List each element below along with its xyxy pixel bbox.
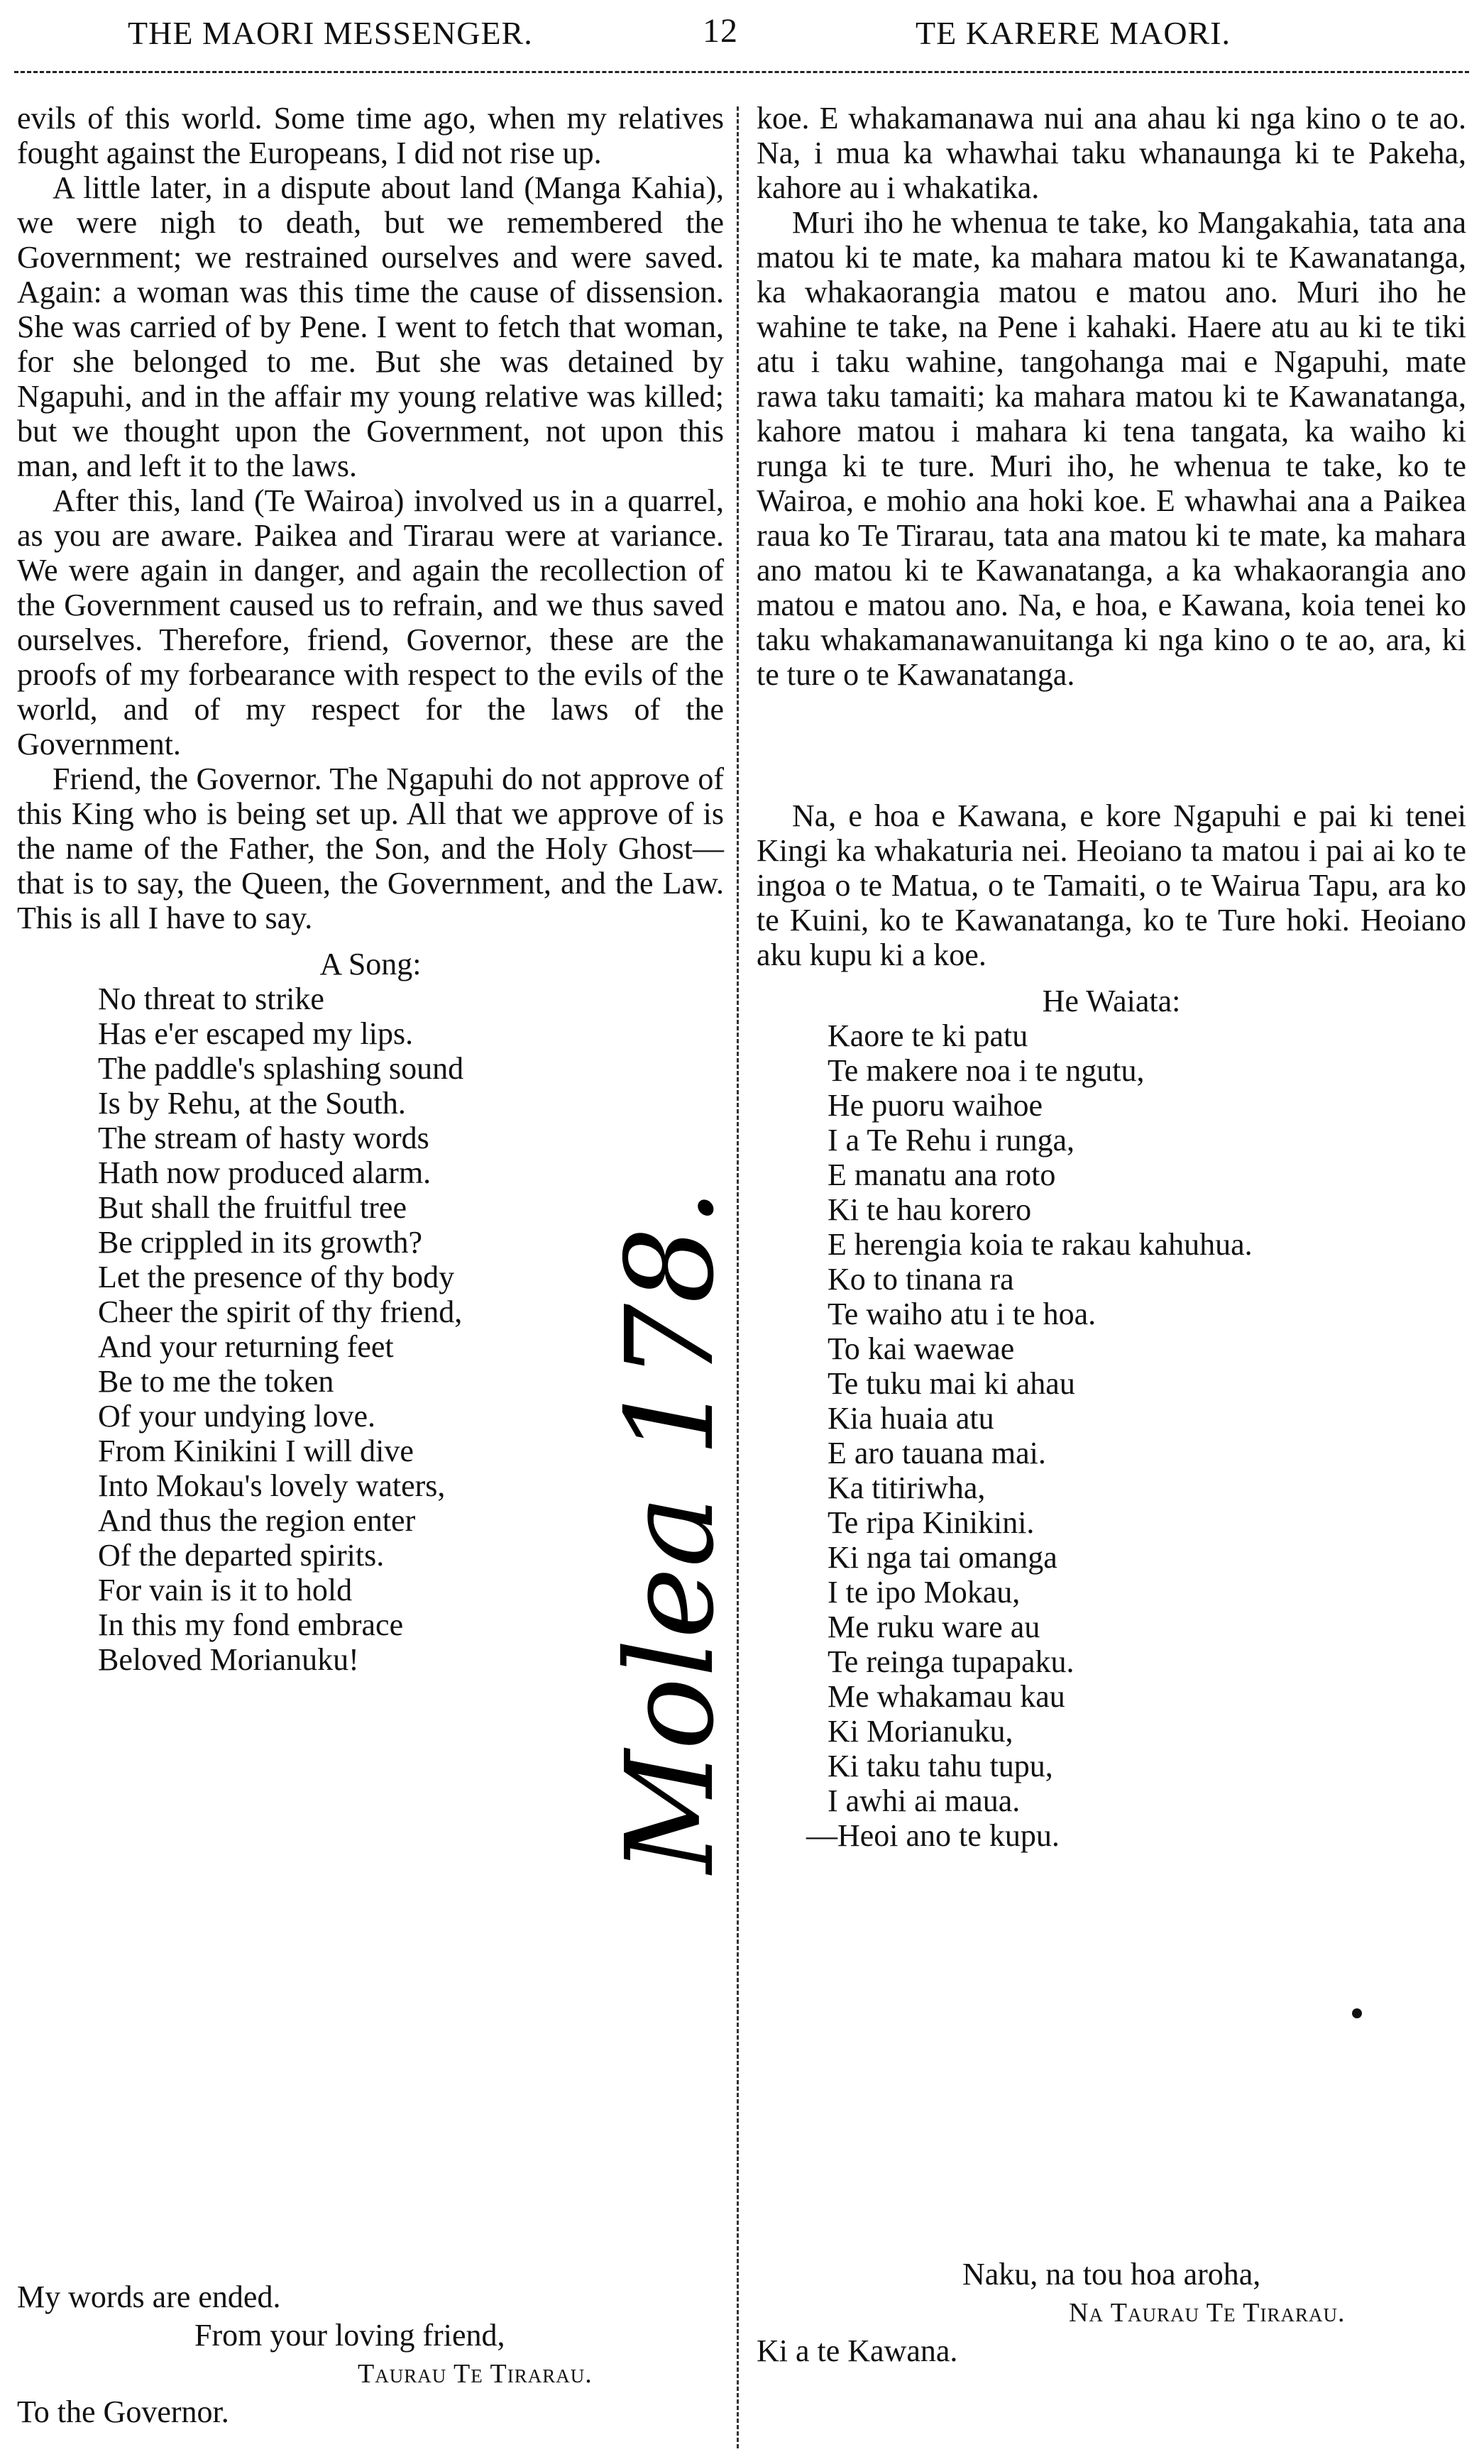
song-line: Beloved Morianuku! bbox=[98, 1642, 359, 1677]
maori-song bbox=[806, 1018, 1466, 1853]
song-line: I a Te Rehu i runga, bbox=[828, 1123, 1075, 1157]
song-line: Me ruku ware au bbox=[828, 1610, 1040, 1644]
ink-speck bbox=[1352, 2008, 1362, 2018]
song-line: Be to me the token bbox=[98, 1364, 334, 1399]
song-line: To kai waewae bbox=[828, 1331, 1015, 1366]
song-line: Me whakamau kau bbox=[828, 1679, 1065, 1714]
song-line: Ki nga tai omanga bbox=[828, 1540, 1057, 1575]
song-line: Te tuku mai ki ahau bbox=[828, 1366, 1075, 1401]
song-line: Ki Morianuku, bbox=[828, 1714, 1013, 1749]
song-line: Ka titiriwha, bbox=[828, 1470, 986, 1505]
song-line: Has e'er escaped my lips. bbox=[98, 1016, 414, 1051]
page-number: 12 bbox=[703, 12, 738, 50]
address-line: Ki a te Kawana. bbox=[757, 2333, 958, 2368]
song-line: Te waiho atu i te hoa. bbox=[828, 1297, 1096, 1331]
song-line: Te ripa Kinikini. bbox=[828, 1505, 1035, 1540]
maori-paragraph: Na, e hoa e Kawana, e kore Ngapuhi e pai ki tenei Kingi ka whakaturia nei. Heoiano ta matou i pai ai ko te ingoa o te Matua, o te Tamaiti, o te Wairua Tapu, ara ko te Kuini, ko te Kawanatanga, ko te Ture hoki. Heoiano aku kupu ki a koe. bbox=[757, 798, 1466, 972]
maori-column bbox=[757, 101, 1466, 1853]
header-rule bbox=[14, 71, 1469, 73]
signature: Na Taurau Te Tirarau. bbox=[1069, 2298, 1346, 2328]
song-line: Te makere noa i te ngutu, bbox=[828, 1053, 1145, 1088]
song-line: Ko to tinana ra bbox=[828, 1262, 1014, 1297]
english-paragraph: Friend, the Governor. The Ngapuhi do not approve of this King who is being set up. All that we approve of is the name of the Father, the Son, and the Holy Ghost—that is to say, the Queen, the Government, and the Law. This is all I have to say. bbox=[17, 761, 724, 935]
song-line: I awhi ai maua. bbox=[828, 1783, 1021, 1818]
song-line: He puoru waihoe bbox=[828, 1088, 1043, 1123]
song-line: —Heoi ano te kupu. bbox=[806, 1818, 1060, 1853]
song-line: Be crippled in its growth? bbox=[98, 1225, 423, 1260]
song-line: The paddle's splashing sound bbox=[98, 1051, 464, 1086]
song-line: Kaore te ki patu bbox=[828, 1018, 1028, 1053]
english-paragraph: evils of this world. Some time ago, when my relatives fought against the Europeans, I did not rise up. bbox=[17, 101, 724, 170]
valediction: Naku, na tou hoa aroha, bbox=[962, 2257, 1261, 2292]
song-line: I te ipo Mokau, bbox=[828, 1575, 1021, 1610]
song-line: Let the presence of thy body bbox=[98, 1260, 455, 1294]
song-line: Te reinga tupapaku. bbox=[828, 1644, 1074, 1679]
closing-line: My words are ended. bbox=[17, 2279, 281, 2314]
english-song-title: A Song: bbox=[319, 947, 422, 981]
song-line: Hath now produced alarm. bbox=[98, 1155, 432, 1190]
song-line: Of your undying love. bbox=[98, 1399, 376, 1434]
song-line: From Kinikini I will dive bbox=[98, 1434, 414, 1468]
song-line: E herengia koia te rakau kahuhua. bbox=[828, 1227, 1253, 1262]
song-line: Ki te hau korero bbox=[828, 1192, 1032, 1227]
song-line: For vain is it to hold bbox=[98, 1573, 353, 1607]
maori-song-title: He Waiata: bbox=[1042, 984, 1181, 1018]
song-line: And your returning feet bbox=[98, 1329, 394, 1364]
song-line: Is by Rehu, at the South. bbox=[98, 1086, 406, 1121]
handwritten-annotation: Molea 178. bbox=[600, 1188, 741, 1874]
page-header bbox=[0, 7, 1484, 64]
song-line: And thus the region enter bbox=[98, 1503, 416, 1538]
song-line: The stream of hasty words bbox=[98, 1121, 429, 1155]
english-paragraph: A little later, in a dispute about land (Manga Kahia), we were nigh to death, but we remembered the Government; we restrained ourselves and were saved. Again: a woman was this time the cause of dissension. She was carried of by Pene. I went to fetch that woman, for she belonged to me. But she was detained by Ngapuhi, and in the affair my young relative was killed; but we thought upon the Government, not upon this man, and left it to the laws. bbox=[17, 170, 724, 483]
maori-closing bbox=[757, 2255, 1466, 2370]
song-line: No threat to strike bbox=[98, 981, 324, 1016]
song-line: Into Mokau's lovely waters, bbox=[98, 1468, 446, 1503]
maori-paragraph: Muri iho he whenua te take, ko Mangakahia, tata ana matou ki te mate, ka mahara matou ki te Kawanatanga, ka whakaorangia matou e matou ano. Muri iho he wahine te take, na Pene i kahaki. Haere atu au ki te tiki atu i taku wahine, tangohanga mai e Ngapuhi, mate rawa taku tamaiti; ka mahara matou ki te Kawanatanga, kahore matou i mahara ki tena tangata, ka waiho ki runga ki te ture. Muri iho, he whenua te take, ko te Wairoa, e mohio ana hoki koe. E whawhai ana a Paikea raua ko Te Tirarau, tata ana matou ki te mate, ka mahara ano matou ki te Kawanatanga, a ka whakaorangia ano matou e matou ano. Na, e hoa, e Kawana, koia tenei ko taku whakamanawanuitanga ki nga kino o te ao, ara, ki te ture o te Kawanatanga. bbox=[757, 205, 1466, 692]
header-left-title: THE MAORI MESSENGER. bbox=[128, 15, 533, 51]
signature: Taurau Te Tirarau. bbox=[358, 2359, 593, 2389]
valediction: From your loving friend, bbox=[194, 2318, 505, 2353]
song-line: E manatu ana roto bbox=[828, 1157, 1056, 1192]
address-line: To the Governor. bbox=[17, 2394, 229, 2429]
song-line: Cheer the spirit of thy friend, bbox=[98, 1294, 463, 1329]
english-paragraph: After this, land (Te Wairoa) involved us in a quarrel, as you are aware. Paikea and Tirarau were at variance. We were again in danger, and again the recollection of the Government caused us to refrain, and we thus saved ourselves. Therefore, friend, Governor, these are the proofs of my forbearance with respect to the evils of the world, and of my respect for the laws of the Government. bbox=[17, 483, 724, 761]
song-line: E aro tauana mai. bbox=[828, 1436, 1046, 1470]
maori-paragraph: koe. E whakamanawa nui ana ahau ki nga kino o te ao. Na, i mua ka whawhai taku whanaunga ki te Pakeha, kahore au i whakatika. bbox=[757, 101, 1466, 205]
song-line: Ki taku tahu tupu, bbox=[828, 1749, 1053, 1783]
song-line: Kia huaia atu bbox=[828, 1401, 994, 1436]
english-closing bbox=[17, 2278, 724, 2431]
song-line: In this my fond embrace bbox=[98, 1607, 404, 1642]
header-right-title: TE KARERE MAORI. bbox=[916, 15, 1231, 51]
song-line: Of the departed spirits. bbox=[98, 1538, 385, 1573]
song-line: But shall the fruitful tree bbox=[98, 1190, 407, 1225]
